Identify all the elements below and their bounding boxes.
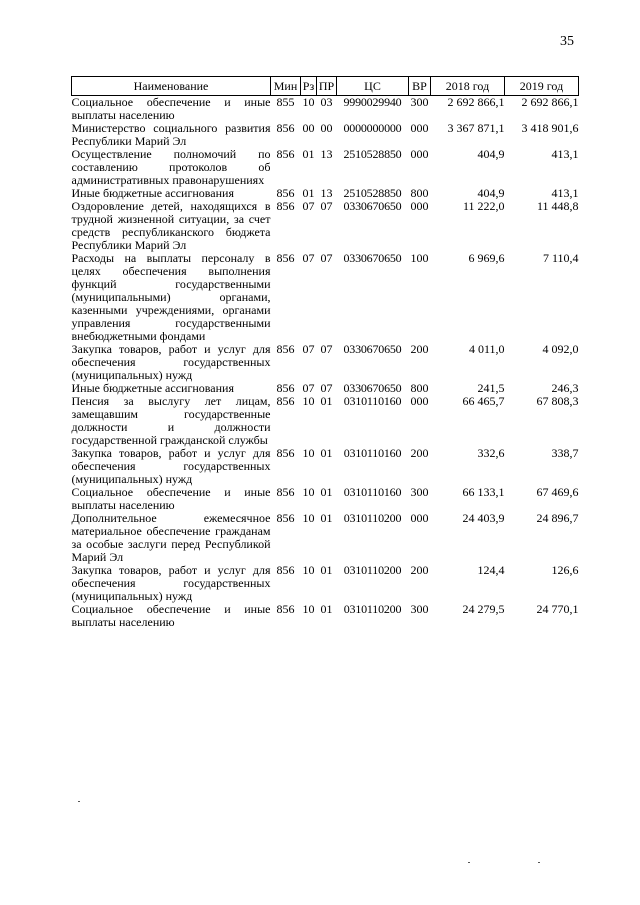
- cell-pr: 07: [320, 381, 333, 395]
- cell-pr: 07: [320, 251, 333, 265]
- cell-name: Иные бюджетные ассигнования: [71, 381, 234, 395]
- cell-2019: 2 692 866,1: [521, 95, 579, 109]
- cell-name: Закупка товаров, работ и услуг для обеспечения государственных (муниципальных) нужд: [71, 446, 271, 486]
- cell-rz: 10: [302, 511, 315, 525]
- cell-rz: 10: [302, 95, 315, 109]
- cell-cs: 0310110160: [343, 485, 402, 499]
- header-2019: 2019 год: [505, 77, 579, 96]
- cell-2019: 413,1: [551, 147, 579, 161]
- cell-vr: 800: [410, 186, 429, 200]
- table-row: [72, 148, 579, 187]
- cell-min: 856: [276, 602, 295, 616]
- cell-name: Расходы на выплаты персоналу в целях обеспечения выполнения функций государственными (муниципальными) органами, казенными учреждениями, органами управления государственными внебюджетными фондами: [71, 251, 271, 343]
- cell-min: 856: [276, 251, 295, 265]
- cell-2019: 11 448,8: [536, 199, 579, 213]
- cell-pr: 07: [320, 342, 333, 356]
- cell-rz: 10: [302, 394, 315, 408]
- cell-pr: 01: [320, 602, 333, 616]
- cell-2018: 404,9: [477, 147, 505, 161]
- cell-rz: 10: [302, 602, 315, 616]
- cell-name: Закупка товаров, работ и услуг для обеспечения государственных (муниципальных) нужд: [71, 563, 271, 603]
- cell-cs: 9990029940: [343, 95, 402, 109]
- header-name: Наименование: [72, 77, 271, 96]
- cell-name: Осуществление полномочий по составлению протоколов об административных правонарушениях: [71, 147, 271, 187]
- cell-name: Закупка товаров, работ и услуг для обеспечения государственных (муниципальных) нужд: [71, 342, 271, 382]
- cell-pr: 01: [320, 394, 333, 408]
- cell-vr: 800: [410, 381, 429, 395]
- table-body: [72, 96, 579, 630]
- cell-min: 856: [276, 121, 295, 135]
- cell-2018: 66 133,1: [462, 485, 505, 499]
- cell-2018: 3 367 871,1: [447, 121, 505, 135]
- header-pr: ПР: [317, 77, 337, 96]
- cell-cs: 0310110200: [343, 563, 402, 577]
- cell-2018: 404,9: [477, 186, 505, 200]
- table-row: [72, 486, 579, 512]
- header-vr: ВР: [409, 77, 431, 96]
- cell-name: Социальное обеспечение и иные выплаты населению: [71, 95, 271, 122]
- cell-vr: 300: [410, 485, 429, 499]
- cell-min: 856: [276, 381, 295, 395]
- cell-cs: 0330670650: [343, 342, 402, 356]
- cell-2019: 7 110,4: [542, 251, 579, 265]
- cell-min: 856: [276, 511, 295, 525]
- cell-cs: 0310110200: [343, 511, 402, 525]
- cell-min: 856: [276, 485, 295, 499]
- cell-2018: 24 279,5: [462, 602, 505, 616]
- cell-pr: 13: [320, 186, 333, 200]
- cell-min: 856: [276, 394, 295, 408]
- cell-2019: 4 092,0: [542, 342, 579, 356]
- cell-2018: 241,5: [477, 381, 505, 395]
- cell-cs: 0330670650: [343, 251, 402, 265]
- cell-rz: 07: [302, 251, 315, 265]
- page-number: 35: [560, 34, 574, 49]
- cell-min: 856: [276, 342, 295, 356]
- table-row: [72, 603, 579, 629]
- cell-name: Оздоровление детей, находящихся в трудной жизненной ситуации, за счет средств республиканского бюджета Республики Марий Эл: [71, 199, 271, 252]
- cell-rz: 07: [302, 199, 315, 213]
- scan-speck: [78, 801, 80, 802]
- cell-min: 856: [276, 446, 295, 460]
- cell-pr: 01: [320, 563, 333, 577]
- cell-min: 856: [276, 199, 295, 213]
- cell-2019: 338,7: [551, 446, 579, 460]
- cell-2019: 3 418 901,6: [521, 121, 579, 135]
- cell-vr: 200: [410, 342, 429, 356]
- table-row: [72, 564, 579, 603]
- cell-cs: 0000000000: [343, 121, 402, 135]
- cell-name: Министерство социального развития Республики Марий Эл: [71, 121, 271, 148]
- cell-cs: 0310110160: [343, 446, 402, 460]
- cell-2019: 67 469,6: [536, 485, 579, 499]
- cell-cs: 0310110200: [343, 602, 402, 616]
- scan-speck: [538, 862, 540, 863]
- cell-pr: 01: [320, 446, 333, 460]
- cell-min: 855: [276, 95, 295, 109]
- table-row: [72, 447, 579, 486]
- cell-2018: 66 465,7: [462, 394, 505, 408]
- cell-vr: 300: [410, 95, 429, 109]
- cell-vr: 300: [410, 602, 429, 616]
- header-min: Мин: [271, 77, 301, 96]
- table-row: [72, 96, 579, 123]
- table-row: [72, 512, 579, 564]
- cell-vr: 000: [410, 511, 429, 525]
- table-row: [72, 200, 579, 252]
- cell-2019: 246,3: [551, 381, 579, 395]
- cell-2018: 4 011,0: [468, 342, 505, 356]
- cell-cs: 2510528850: [343, 186, 402, 200]
- cell-name: Иные бюджетные ассигнования: [71, 186, 234, 200]
- cell-rz: 10: [302, 563, 315, 577]
- cell-pr: 13: [320, 147, 333, 161]
- cell-rz: 07: [302, 381, 315, 395]
- table-header-row: [72, 77, 579, 96]
- cell-rz: 10: [302, 485, 315, 499]
- cell-vr: 100: [410, 251, 429, 265]
- table-row: [72, 343, 579, 382]
- cell-2019: 24 896,7: [536, 511, 579, 525]
- cell-2019: 24 770,1: [536, 602, 579, 616]
- cell-2019: 67 808,3: [536, 394, 579, 408]
- cell-vr: 000: [410, 121, 429, 135]
- cell-2018: 124,4: [477, 563, 505, 577]
- cell-pr: 01: [320, 511, 333, 525]
- cell-pr: 07: [320, 199, 333, 213]
- cell-vr: 000: [410, 199, 429, 213]
- cell-vr: 200: [410, 563, 429, 577]
- cell-cs: 0330670650: [343, 199, 402, 213]
- cell-rz: 10: [302, 446, 315, 460]
- cell-pr: 01: [320, 485, 333, 499]
- cell-name: Социальное обеспечение и иные выплаты населению: [71, 602, 271, 629]
- cell-cs: 2510528850: [343, 147, 402, 161]
- cell-pr: 00: [320, 121, 333, 135]
- cell-min: 856: [276, 186, 295, 200]
- header-cs: ЦС: [337, 77, 409, 96]
- cell-name: Социальное обеспечение и иные выплаты населению: [71, 485, 271, 512]
- cell-min: 856: [276, 563, 295, 577]
- table-row: [72, 122, 579, 148]
- cell-pr: 03: [320, 95, 333, 109]
- cell-2018: 332,6: [477, 446, 505, 460]
- cell-2019: 126,6: [551, 563, 579, 577]
- cell-name: Дополнительное ежемесячное материальное обеспечение гражданам за особые заслуги перед Республикой Марий Эл: [71, 511, 271, 564]
- cell-rz: 01: [302, 186, 315, 200]
- budget-table: [71, 76, 579, 629]
- table-row: [72, 395, 579, 447]
- cell-rz: 00: [302, 121, 315, 135]
- cell-rz: 01: [302, 147, 315, 161]
- cell-vr: 200: [410, 446, 429, 460]
- header-2018: 2018 год: [431, 77, 505, 96]
- cell-vr: 000: [410, 147, 429, 161]
- cell-2018: 2 692 866,1: [447, 95, 505, 109]
- table-row: [72, 252, 579, 343]
- cell-cs: 0330670650: [343, 381, 402, 395]
- cell-min: 856: [276, 147, 295, 161]
- cell-cs: 0310110160: [343, 394, 402, 408]
- cell-vr: 000: [410, 394, 429, 408]
- cell-rz: 07: [302, 342, 315, 356]
- cell-name: Пенсия за выслугу лет лицам, замещавшим государственные должности и должности государственной гражданской службы: [71, 394, 271, 447]
- cell-2018: 24 403,9: [462, 511, 505, 525]
- header-rz: Рз: [301, 77, 317, 96]
- cell-2018: 6 969,6: [468, 251, 505, 265]
- scan-speck: [468, 862, 470, 863]
- cell-2018: 11 222,0: [462, 199, 505, 213]
- cell-2019: 413,1: [551, 186, 579, 200]
